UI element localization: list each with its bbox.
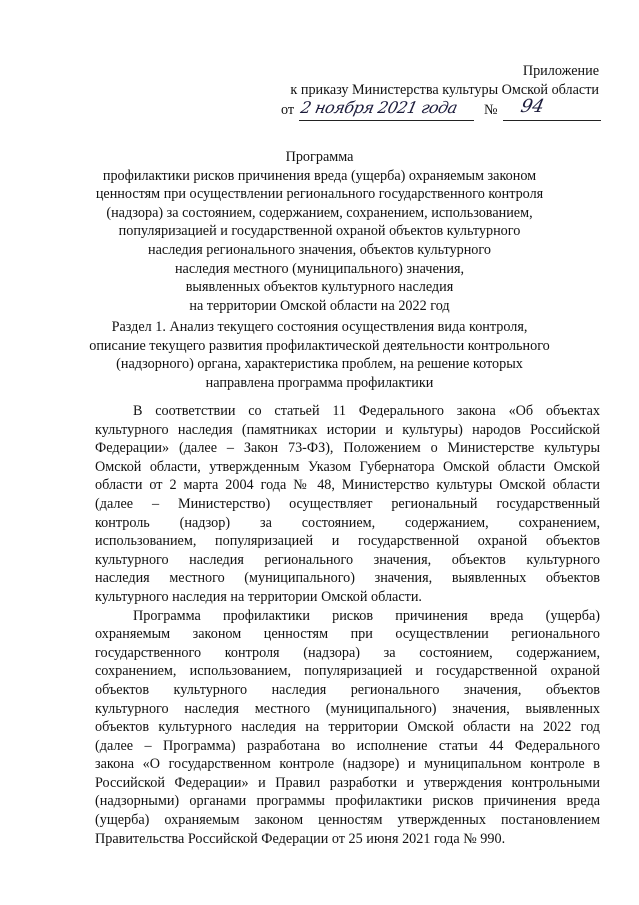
title-line: (надзора) за состоянием, содержанием, сохранением, использованием, [106, 204, 533, 221]
section-heading-line: направлена программа профилактики [205, 374, 434, 391]
title-line: популяризацией и государственной охраной объектов культурного [118, 223, 521, 240]
title-line: Программа [285, 149, 354, 165]
appendix-label: Приложение [522, 63, 599, 79]
section-heading-line: Раздел 1. Анализ текущего состояния осуществления вида контроля, [111, 319, 528, 335]
paragraph-line: закона «О государственном контроле (надзоре) и муниципальном контроле в [95, 756, 600, 773]
title-line: ценностям при осуществлении регионального государственного контроля [95, 186, 544, 203]
title-line: профилактики рисков причинения вреда (ущерба) охраняемым законом [102, 167, 537, 184]
program-title [60, 148, 579, 315]
number-underline [503, 120, 601, 121]
date-prefix: от [281, 102, 295, 118]
paragraph-line: (ущерба) охраняемым законом ценностям утвержденных постановлением [95, 812, 600, 829]
appendix-header [219, 62, 599, 100]
paragraph-line: контроль (надзор) за состоянием, содержанием, сохранением, [95, 514, 600, 531]
order-reference: к приказу Министерства культуры Омской области [290, 82, 599, 98]
paragraph-line: В соответствии со статьей 11 Федерального закона «Об объектах [133, 403, 600, 419]
paragraph-line: Правительства Российской Федерации от 25 июня 2021 года № 990. [95, 830, 506, 847]
paragraph-line: (далее – Программа) разработана во исполнение статьи 44 Федерального [95, 737, 600, 754]
paragraph-line: использованием, популяризацией и государственной охраной объектов [95, 533, 600, 550]
paragraph-line: культурного наследия (памятниках истории и культуры) народов Российской [95, 421, 600, 438]
section-heading-line: (надзорного) органа, характеристика проблем, на решение которых [116, 356, 523, 373]
paragraph-line: Федерации» (далее – Закон 73-ФЗ), Положением о Министерстве культуры [95, 440, 600, 457]
date-underline [299, 120, 474, 121]
paragraph-line: объектов культурного наследия регионального значения, объектов [95, 681, 600, 698]
paragraph-line: области от 2 марта 2004 года № 48, Министерство культуры Омской области [95, 477, 600, 494]
paragraph-line: наследия местного (муниципального) значения, выявленных объектов [95, 570, 600, 587]
paragraph-line: (надзорными) органами программы профилактики рисков причинения вреда [95, 793, 600, 810]
paragraph-line: Российской Федерации» и Правил разработки и утверждения контрольными [95, 774, 600, 791]
paragraph-line: культурного наследия местного (муниципального) значения, выявленных [95, 700, 600, 717]
section-heading-line: описание текущего развития профилактической деятельности контрольного [89, 337, 550, 354]
paragraph-line: государственного контроля (надзора) за состоянием, содержанием, [95, 644, 600, 661]
handwritten-number: 94 [518, 96, 547, 117]
title-line: наследия регионального значения, объектов культурного [148, 241, 491, 258]
paragraph-line: объектов культурного наследия на территории Омской области на 2022 год [95, 719, 600, 736]
paragraph-line: (далее – Министерство) осуществляет региональный государственный [95, 495, 600, 512]
paragraph-line: Программа профилактики рисков причинения вреда (ущерба) [133, 607, 600, 624]
number-sign: № [484, 102, 498, 118]
paragraph-line: культурного наследия регионального значения, объектов культурного [95, 551, 600, 568]
paragraph-line: сохранением, использованием, популяризацией и государственной охраной [95, 663, 600, 680]
title-line: выявленных объектов культурного наследия [185, 279, 454, 296]
paragraph-line: охраняемым законом ценностям при осуществлении регионального [95, 626, 600, 643]
order-date-number-row [281, 96, 601, 124]
title-line: на территории Омской области на 2022 год [189, 297, 450, 314]
paragraph-line: культурного наследия на территории Омской области. [95, 588, 422, 605]
paragraph-line: Омской области, утвержденным Указом Губернатора Омской области Омской [95, 458, 600, 475]
title-line: наследия местного (муниципального) значения, [174, 260, 465, 277]
handwritten-date: 2 ноября 2021 года [298, 98, 459, 117]
body-paragraphs [95, 402, 600, 848]
section-heading [60, 318, 579, 392]
